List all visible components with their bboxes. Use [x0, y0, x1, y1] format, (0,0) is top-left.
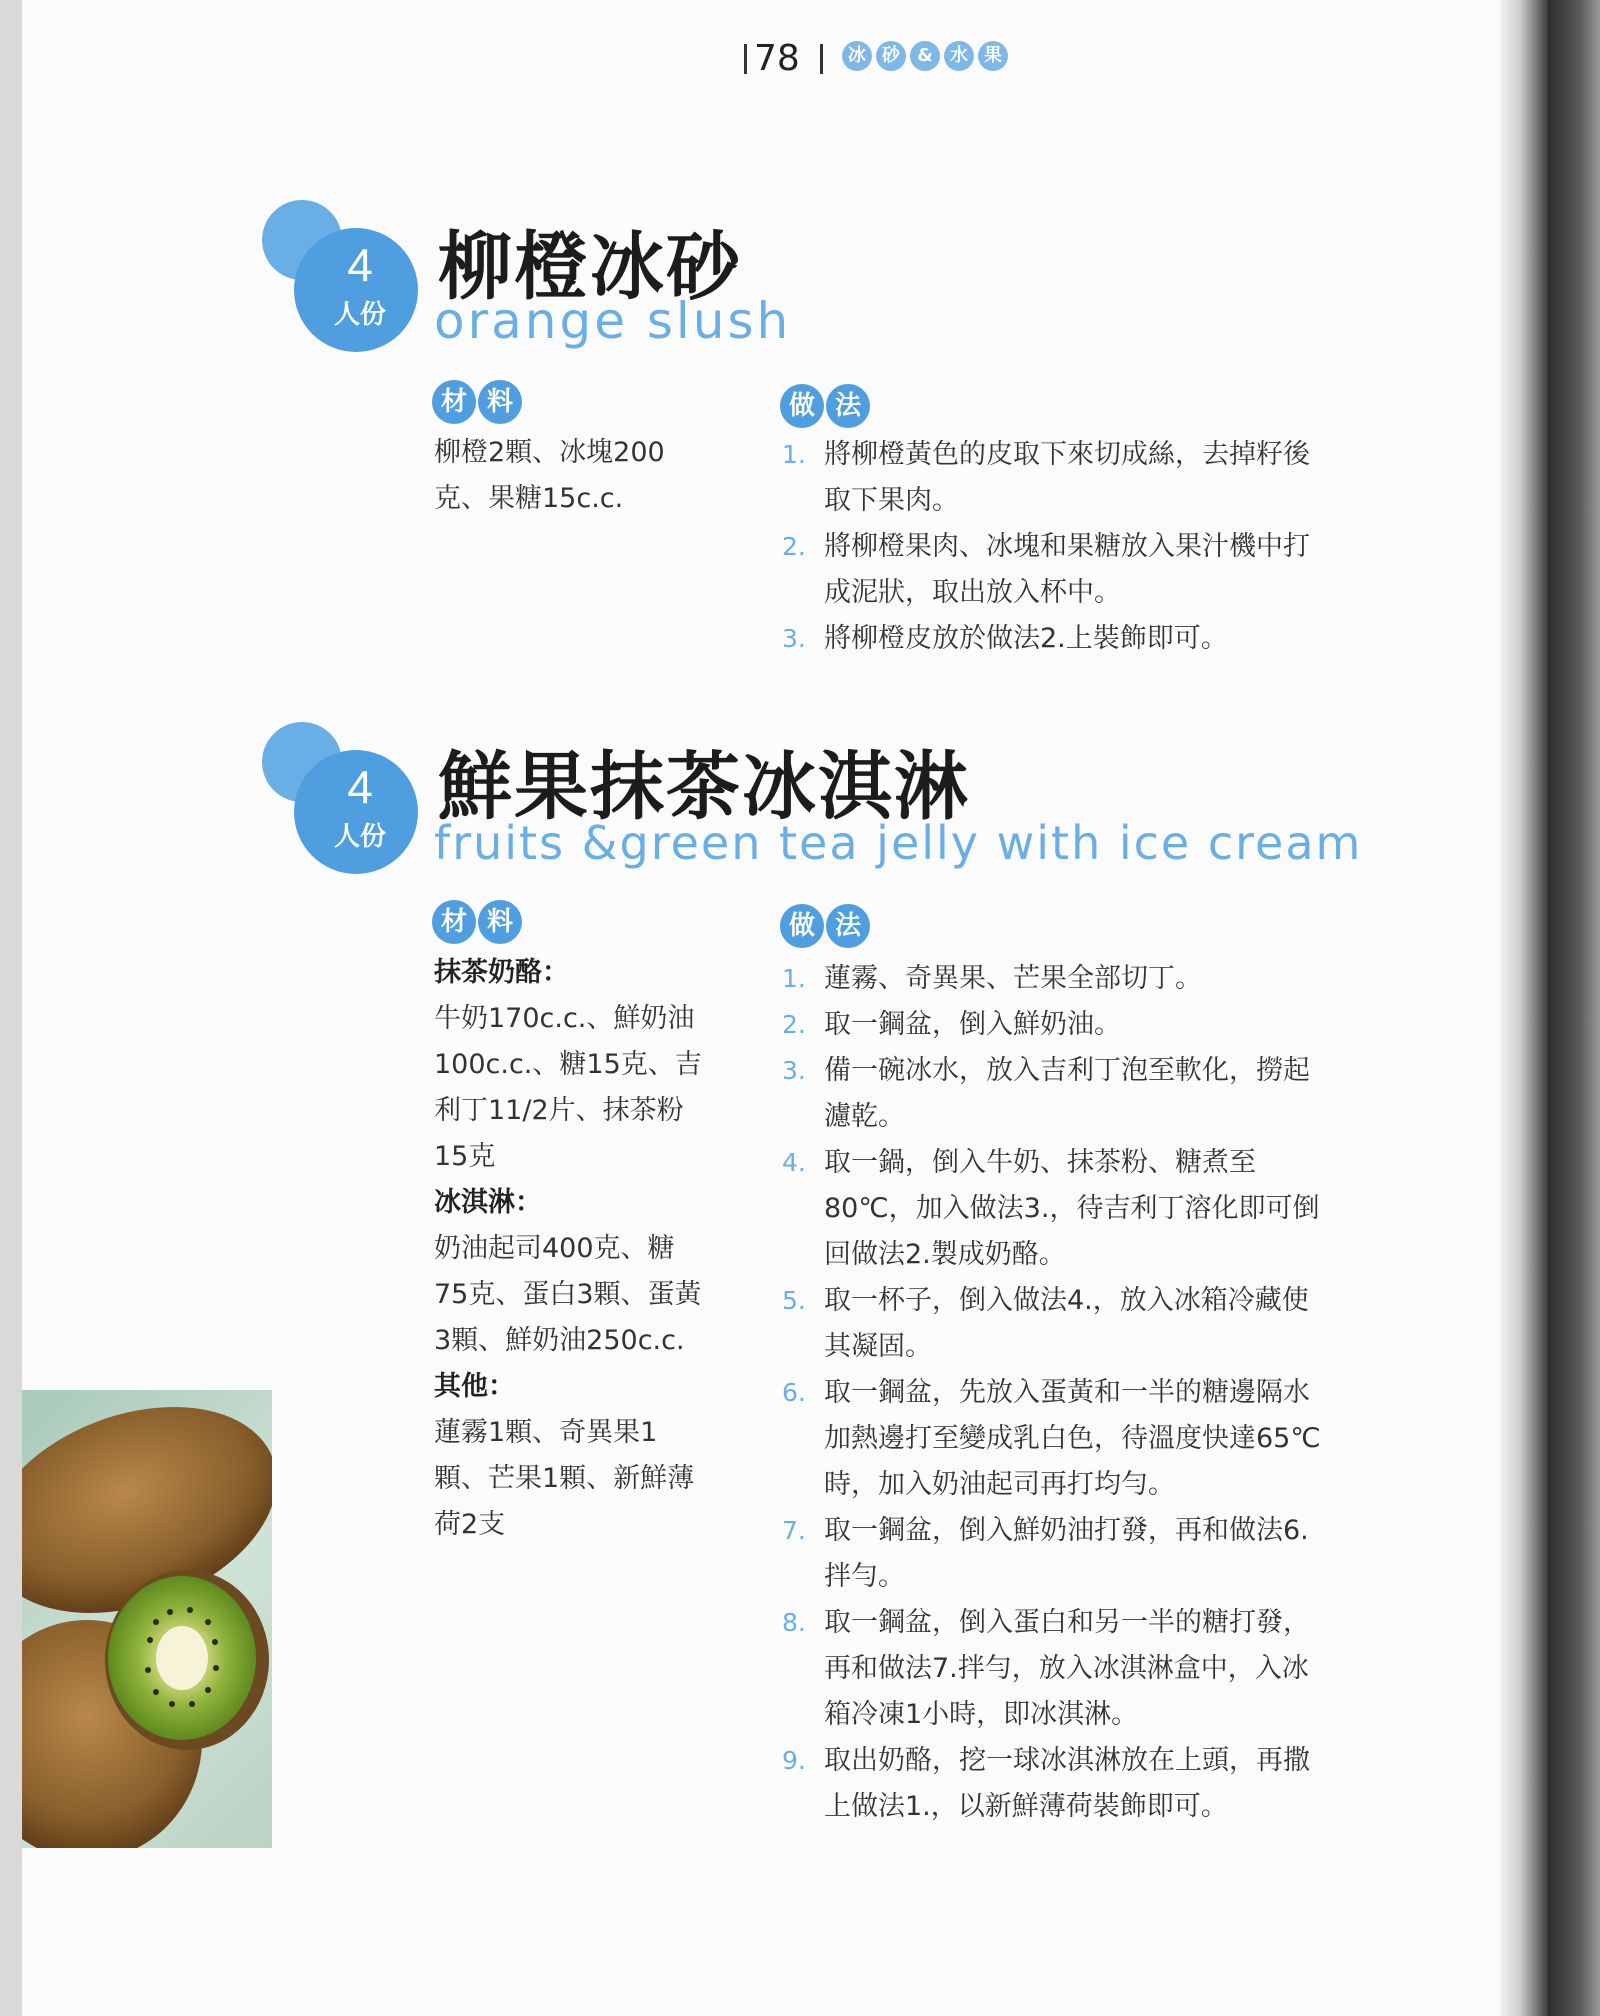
step-text: 將柳橙皮放於做法2.上裝飾即可。: [824, 623, 1228, 654]
servings-unit: 人份: [333, 822, 386, 852]
page-number: 78: [754, 38, 800, 79]
step-item: [782, 1048, 1322, 1140]
ingredient-group-text: 牛奶170c.c.、鮮奶油100c.c.、糖15克、吉利丁11/2片、抹茶粉15克: [434, 1003, 702, 1172]
header-divider: [744, 44, 747, 74]
kiwi-illustration: [22, 1390, 272, 1848]
step-text: 備一碗冰水，放入吉利丁泡至軟化，撈起濾乾。: [824, 1055, 1310, 1132]
label-char: 法: [826, 904, 870, 948]
step-item: [782, 1278, 1322, 1370]
step-number: 3.: [782, 624, 806, 653]
step-text: 蓮霧、奇異果、芒果全部切丁。: [824, 963, 1202, 994]
section-char: 砂: [876, 41, 906, 71]
step-item: [782, 1508, 1322, 1600]
ingredient-group-text: 奶油起司400克、糖75克、蛋白3顆、蛋黃3顆、鮮奶油250c.c.: [434, 1233, 702, 1356]
step-text: 將柳橙黃色的皮取下來切成絲，去掉籽後取下果肉。: [824, 439, 1310, 516]
step-number: 7.: [782, 1516, 806, 1545]
servings-number: 4: [347, 239, 373, 291]
step-item: [782, 1738, 1322, 1830]
ingredients-text: [434, 430, 704, 522]
step-number: 1.: [782, 440, 806, 469]
step-text: 將柳橙果肉、冰塊和果糖放入果汁機中打成泥狀，取出放入杯中。: [824, 531, 1310, 608]
step-item: [782, 1002, 1322, 1048]
section-char: 水: [944, 41, 974, 71]
step-number: 2.: [782, 1010, 806, 1039]
recipe-title-zh: 柳橙冰砂: [438, 224, 742, 310]
ingredients-text: [434, 950, 704, 1548]
book-spine: [1548, 0, 1600, 2016]
label-char: 材: [432, 380, 476, 424]
step-number: 9.: [782, 1746, 806, 1775]
ingredients-label: [432, 900, 522, 944]
method-steps: [782, 956, 1322, 1830]
recipe-title-en: fruits &green tea jelly with ice cream: [434, 816, 1363, 870]
label-char: 材: [432, 900, 476, 944]
page-gutter-shadow: [1500, 0, 1548, 2016]
ingredient-group-title: 抹茶奶酪：: [434, 957, 569, 988]
ingredient-group-text: 蓮霧1顆、奇異果1顆、芒果1顆、新鮮薄荷2支: [434, 1417, 695, 1540]
step-item: [782, 1600, 1322, 1738]
step-text: 取出奶酪，挖一球冰淇淋放在上頭，再撒上做法1.，以新鮮薄荷裝飾即可。: [824, 1745, 1310, 1822]
section-label: [842, 41, 1008, 75]
step-number: 5.: [782, 1286, 806, 1315]
step-number: 2.: [782, 532, 806, 561]
step-item: [782, 616, 1322, 662]
header-divider: [820, 44, 823, 74]
label-char: 料: [478, 380, 522, 424]
method-label: [780, 384, 870, 428]
step-number: 6.: [782, 1378, 806, 1407]
step-text: 取一鋼盆，先放入蛋黃和一半的糖邊隔水加熱邊打至變成乳白色，待溫度快達65℃時，加入奶油起司再打均勻。: [824, 1377, 1321, 1500]
section-char: 冰: [842, 41, 872, 71]
method-label: [780, 904, 870, 948]
label-char: 做: [780, 904, 824, 948]
step-text: 取一鋼盆，倒入蛋白和另一半的糖打發，再和做法7.拌勻，放入冰淇淋盒中，入冰箱冷凍1小時，即冰淇淋。: [824, 1607, 1310, 1730]
step-item: [782, 432, 1322, 524]
step-text: 取一鍋，倒入牛奶、抹茶粉、糖煮至80℃，加入做法3.，待吉利丁溶化即可倒回做法2.製成奶酪。: [824, 1147, 1320, 1270]
servings-unit: 人份: [333, 300, 386, 330]
step-item: [782, 956, 1322, 1002]
method-steps: [782, 432, 1322, 662]
kiwi-photo: [22, 1390, 272, 1848]
step-text: 取一杯子，倒入做法4.，放入冰箱冷藏使其凝固。: [824, 1285, 1309, 1362]
section-char: &: [910, 41, 940, 71]
label-char: 做: [780, 384, 824, 428]
step-item: [782, 524, 1322, 616]
step-number: 4.: [782, 1148, 806, 1177]
servings-number: 4: [347, 761, 373, 813]
label-char: 料: [478, 900, 522, 944]
recipe-title-zh: 鮮果抹茶冰淇淋: [438, 744, 970, 830]
step-number: 3.: [782, 1056, 806, 1085]
servings-badge: [262, 722, 442, 902]
step-number: 8.: [782, 1608, 806, 1637]
servings-badge: [262, 200, 442, 380]
label-char: 法: [826, 384, 870, 428]
recipe-title-en: orange slush: [434, 292, 792, 350]
ingredient-group-title: 其他：: [434, 1371, 515, 1402]
step-item: [782, 1140, 1322, 1278]
step-item: [782, 1370, 1322, 1508]
ingredients-label: [432, 380, 522, 424]
step-text: 取一鋼盆，倒入鮮奶油。: [824, 1009, 1121, 1040]
ingredient-group-title: 冰淇淋：: [434, 1187, 542, 1218]
step-text: 取一鋼盆，倒入鮮奶油打發，再和做法6.拌勻。: [824, 1515, 1309, 1592]
section-char: 果: [978, 41, 1008, 71]
ingredients-line: 柳橙2顆、冰塊200克、果糖15c.c.: [434, 437, 665, 514]
step-number: 1.: [782, 964, 806, 993]
